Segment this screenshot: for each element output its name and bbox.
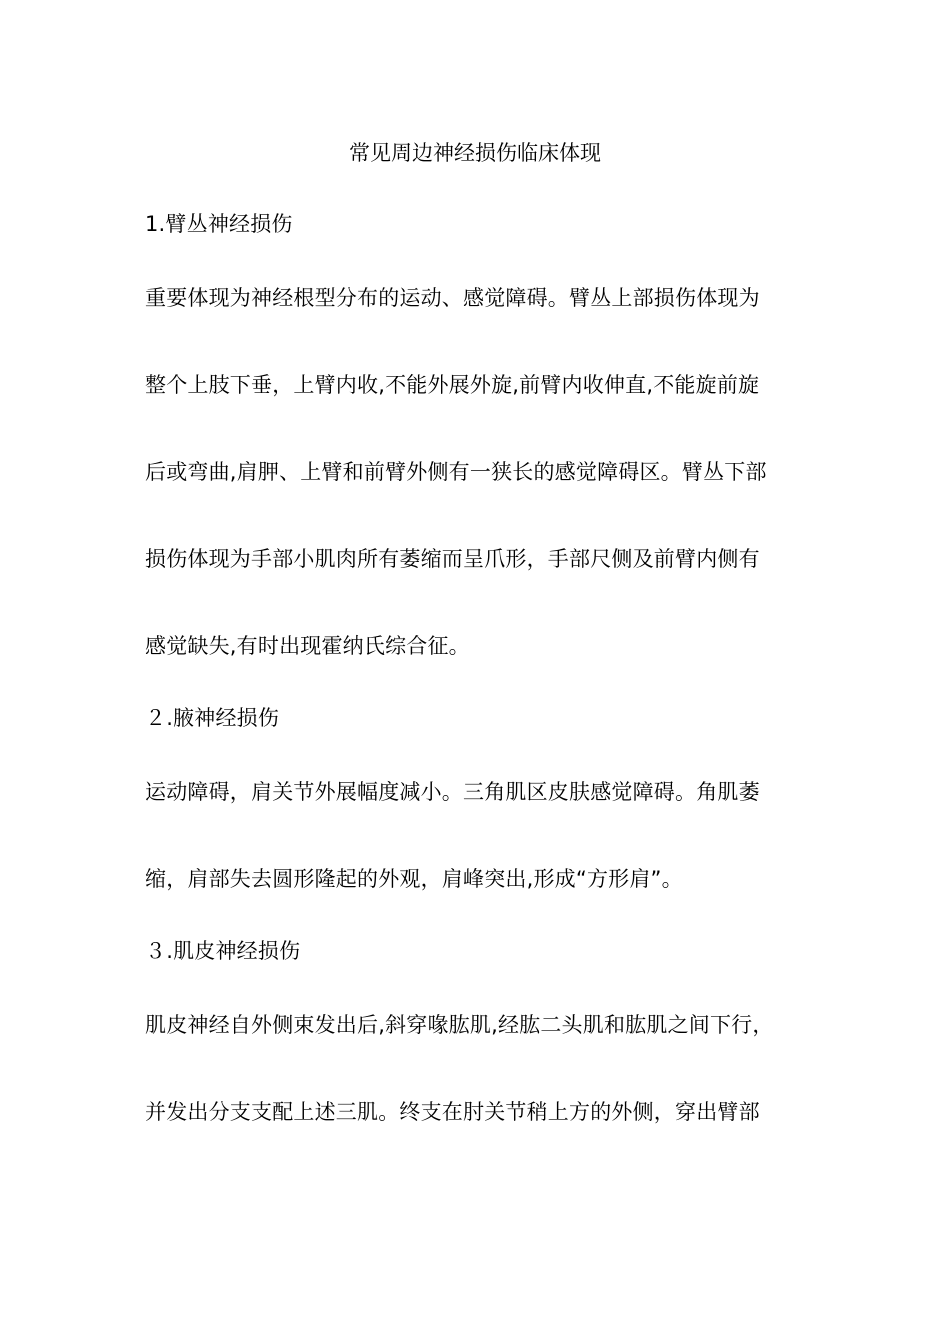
section-heading-musculocutaneous: ３.肌皮神经损伤 <box>145 939 301 963</box>
paragraph-line: 并发出分支支配上述三肌。终支在肘关节稍上方的外侧，穿出臂部 <box>145 1100 760 1124</box>
paragraph-line: 后或弯曲,肩胛、上臂和前臂外侧有一狭长的感觉障碍区。臂丛下部 <box>145 460 767 484</box>
section-heading-brachial-plexus: 1.臂丛神经损伤 <box>145 212 293 236</box>
paragraph-line: 损伤体现为手部小肌肉所有萎缩而呈爪形，手部尺侧及前臂内侧有 <box>145 547 760 571</box>
section-heading-axillary: ２.腋神经损伤 <box>145 706 280 730</box>
paragraph-line: 肌皮神经自外侧束发出后,斜穿喙肱肌,经肱二头肌和肱肌之间下行， <box>145 1013 774 1037</box>
paragraph-line: 感觉缺失,有时出现霍纳氏综合征。 <box>145 634 470 658</box>
paragraph-line: 整个上肢下垂，上臂内收,不能外展外旋,前臂内收伸直,不能旋前旋 <box>145 373 760 397</box>
paragraph-line: 缩，肩部失去圆形隆起的外观，肩峰突出,形成“方形肩”。 <box>145 867 683 891</box>
paragraph-line: 运动障碍，肩关节外展幅度减小。三角肌区皮肤感觉障碍。角肌萎 <box>145 780 760 804</box>
paragraph-line: 重要体现为神经根型分布的运动、感觉障碍。臂丛上部损伤体现为 <box>145 286 760 310</box>
document-title: 常见周边神经损伤临床体现 <box>349 141 601 165</box>
